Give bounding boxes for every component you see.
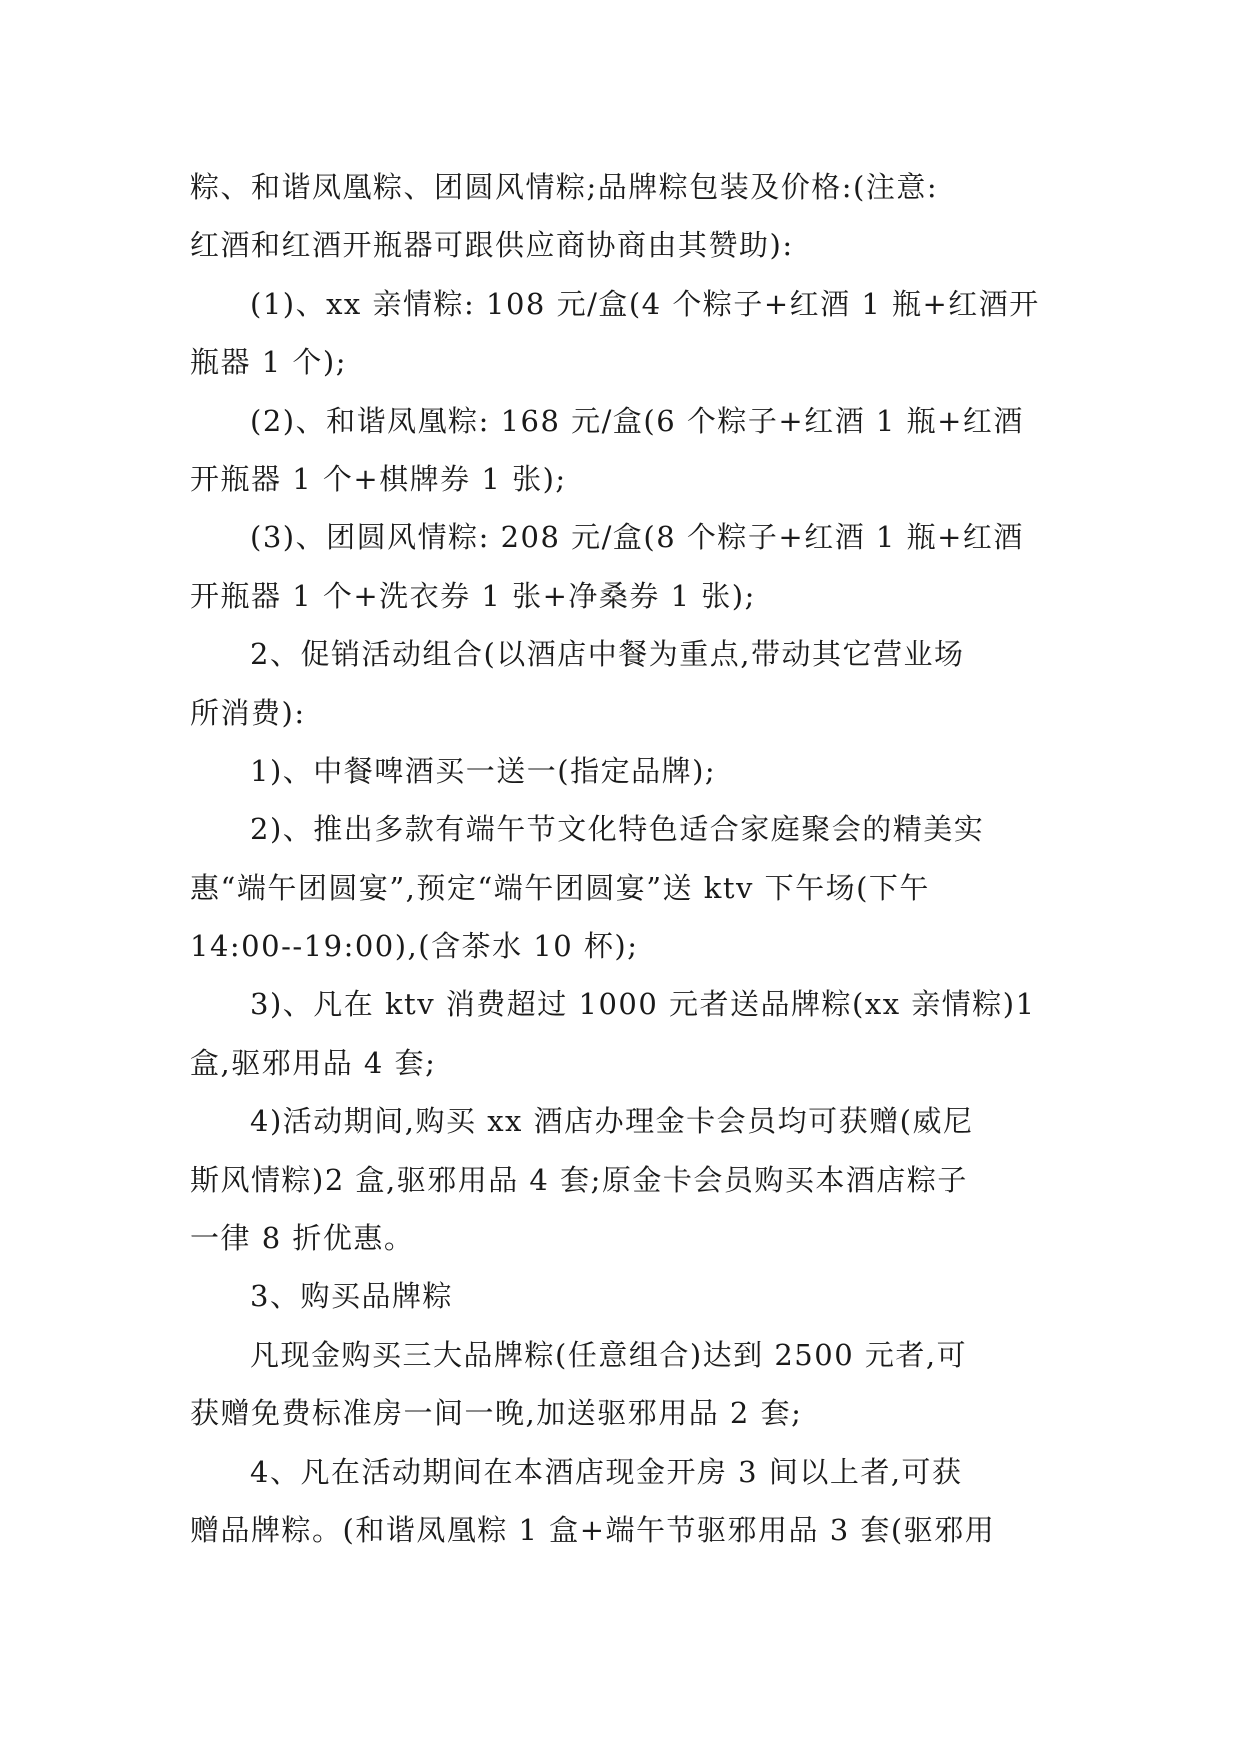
text-line: (3)、团圆风情粽: 208 元/盒(8 个粽子+红酒 1 瓶+红酒: [250, 520, 1024, 555]
text-line: 斯风情粽)2 盒,驱邪用品 4 套;原金卡会员购买本酒店粽子: [190, 1162, 968, 1197]
text-line: (1)、xx 亲情粽: 108 元/盒(4 个粽子+红酒 1 瓶+红酒开: [250, 286, 1040, 321]
text-line: 瓶器 1 个);: [190, 345, 347, 380]
text-line: 3、购买品牌粽: [250, 1279, 453, 1314]
text-line: 获赠免费标准房一间一晚,加送驱邪用品 2 套;: [190, 1396, 803, 1431]
text-line: 14:00--19:00),(含茶水 10 杯);: [190, 929, 639, 964]
text-line: 3)、凡在 ktv 消费超过 1000 元者送品牌粽(xx 亲情粽)1: [250, 987, 1036, 1022]
text-line: 所消费):: [190, 695, 306, 730]
text-line: 凡现金购买三大品牌粽(任意组合)达到 2500 元者,可: [250, 1337, 968, 1372]
text-line: 赠品牌粽。(和谐凤凰粽 1 盒+端午节驱邪用品 3 套(驱邪用: [190, 1512, 996, 1547]
text-line: 盒,驱邪用品 4 套;: [190, 1045, 437, 1080]
text-line: 红酒和红酒开瓶器可跟供应商协商由其赞助):: [190, 228, 794, 263]
text-line: 开瓶器 1 个+洗衣券 1 张+净桑券 1 张);: [190, 578, 756, 613]
text-line: 2、促销活动组合(以酒店中餐为重点,带动其它营业场: [250, 637, 965, 672]
text-line: 4)活动期间,购买 xx 酒店办理金卡会员均可获赠(威尼: [250, 1104, 974, 1139]
document-body: [190, 158, 1050, 1559]
text-line: (2)、和谐凤凰粽: 168 元/盒(6 个粽子+红酒 1 瓶+红酒: [250, 403, 1024, 438]
text-line: 2)、推出多款有端午节文化特色适合家庭聚会的精美实: [250, 812, 985, 847]
text-line: 一律 8 折优惠。: [190, 1221, 415, 1256]
text-line: 惠“端午团圆宴”,预定“端午团圆宴”送 ktv 下午场(下午: [190, 870, 930, 905]
text-line: 1)、中餐啤酒买一送一(指定品牌);: [250, 753, 717, 788]
text-line: 开瓶器 1 个+棋牌券 1 张);: [190, 461, 567, 496]
text-line: 粽、和谐凤凰粽、团圆风情粽;品牌粽包装及价格:(注意:: [190, 170, 939, 204]
text-line: 4、凡在活动期间在本酒店现金开房 3 间以上者,可获: [250, 1454, 963, 1489]
